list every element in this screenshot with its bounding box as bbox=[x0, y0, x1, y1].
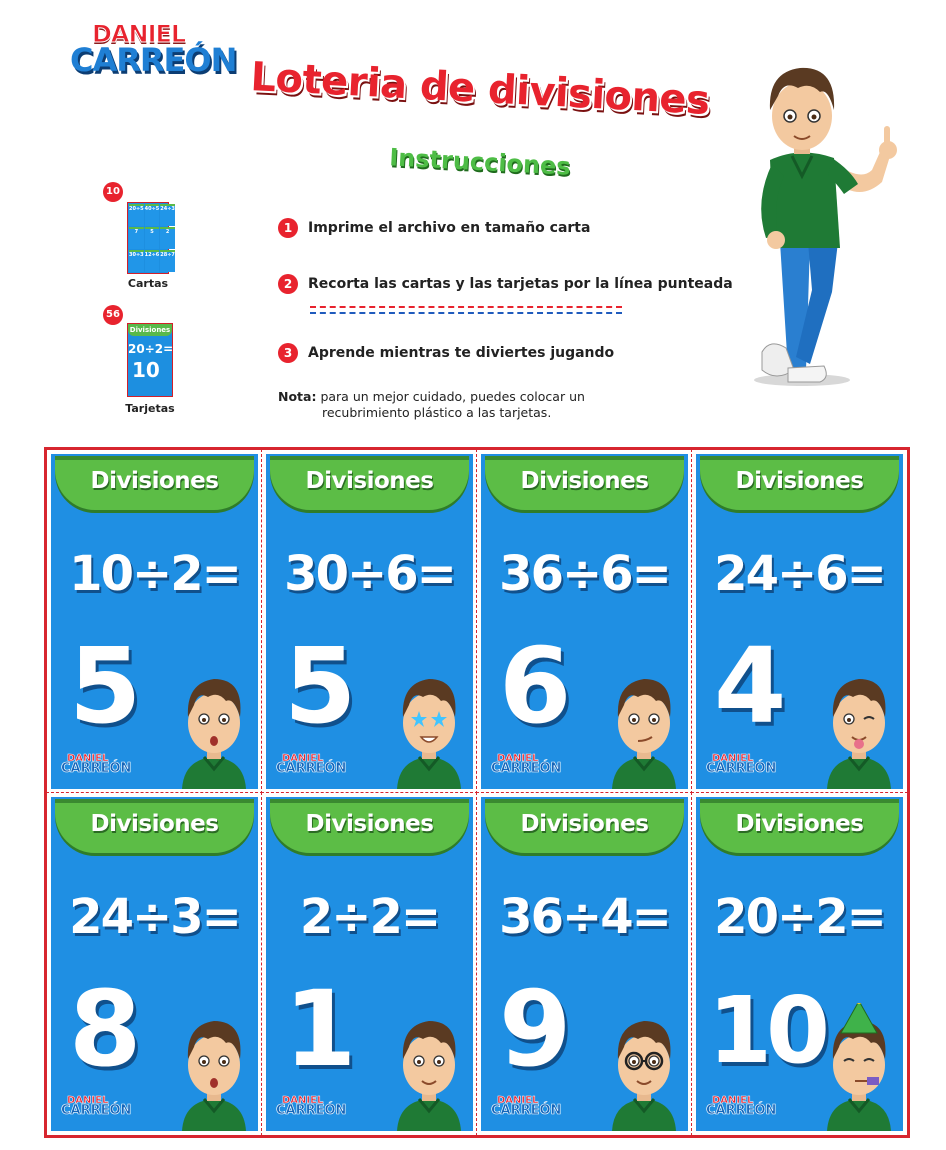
card-brand-line-1: DANIEL bbox=[282, 752, 324, 764]
card-header bbox=[485, 799, 684, 853]
lottery-card bbox=[262, 450, 477, 793]
tiles-label: Tarjetas bbox=[125, 402, 175, 415]
cards-thumbnail bbox=[127, 202, 175, 274]
card-equation: 36÷6= bbox=[499, 546, 670, 602]
mini-sheet-cell: 24÷3 bbox=[160, 204, 175, 226]
card-brand-logo bbox=[491, 754, 561, 775]
step-1 bbox=[278, 218, 590, 238]
card-answer: 9 bbox=[499, 967, 572, 1090]
character-face-icon bbox=[174, 661, 254, 789]
card-equation: 10÷2= bbox=[69, 546, 240, 602]
character-face-icon bbox=[174, 1003, 254, 1131]
card-brand-logo bbox=[61, 754, 131, 775]
card-brand-line-2: CARREÓN bbox=[61, 760, 132, 776]
card-header bbox=[485, 456, 684, 510]
step-text: Aprende mientras te diviertes jugando bbox=[308, 345, 615, 361]
mini-sheet-cell: 40÷5 bbox=[145, 204, 160, 226]
card-brand-line-2: CARREÓN bbox=[61, 1103, 132, 1119]
card-brand-line-2: CARREÓN bbox=[276, 1103, 347, 1119]
card-brand-line-1: DANIEL bbox=[712, 752, 754, 764]
lottery-card bbox=[47, 450, 262, 793]
card-header-label: Divisiones bbox=[735, 468, 864, 494]
dashed-cut-line bbox=[310, 306, 622, 314]
card-header-label: Divisiones bbox=[305, 810, 434, 837]
brand-logo bbox=[70, 20, 237, 79]
character-face-icon bbox=[389, 1003, 469, 1131]
logo-line-2: CARREÓN bbox=[70, 41, 237, 79]
mini-sheet-cell: 20÷5 bbox=[129, 204, 144, 226]
card-brand-logo bbox=[706, 1096, 776, 1117]
logo-line-1: DANIEL bbox=[92, 20, 186, 48]
step-text: Imprime el archivo en tamaño carta bbox=[308, 220, 591, 236]
tile-thumb-equation: 20÷2= bbox=[128, 342, 174, 356]
tile-thumb-header: Divisiones bbox=[129, 326, 171, 334]
tile-thumb-answer: 10 bbox=[132, 358, 160, 382]
card-brand-line-1: DANIEL bbox=[282, 1095, 324, 1107]
step-number: 3 bbox=[278, 343, 298, 363]
card-equation: 2÷2= bbox=[299, 888, 440, 945]
mini-sheet-cell: 28÷7 bbox=[160, 250, 175, 272]
card-brand-line-1: DANIEL bbox=[497, 1095, 539, 1107]
card-brand-logo bbox=[491, 1096, 561, 1117]
card-answer: 4 bbox=[714, 625, 787, 747]
card-brand-logo bbox=[276, 1096, 346, 1117]
lottery-card bbox=[47, 793, 262, 1136]
card-brand-line-1: DANIEL bbox=[712, 1095, 754, 1107]
character-face-icon bbox=[819, 661, 899, 789]
step-text: Recorta las cartas y las tarjetas por la línea punteada bbox=[308, 276, 733, 292]
lottery-card bbox=[477, 793, 692, 1136]
card-answer: 5 bbox=[69, 625, 142, 747]
card-brand-line-2: CARREÓN bbox=[491, 1103, 562, 1119]
character-face-icon bbox=[604, 661, 684, 789]
card-brand-line-1: DANIEL bbox=[67, 752, 109, 764]
card-brand-line-1: DANIEL bbox=[497, 752, 539, 764]
step-number: 2 bbox=[278, 274, 298, 294]
lottery-card bbox=[692, 450, 907, 793]
card-header-label: Divisiones bbox=[305, 468, 434, 494]
note-line-2: recubrimiento plástico a las tarjetas. bbox=[322, 405, 552, 420]
mini-sheet-cell: 12÷6 bbox=[145, 250, 160, 272]
tiles-count-badge: 56 bbox=[103, 305, 123, 325]
lottery-card bbox=[262, 793, 477, 1136]
mini-sheet-cell: 5 bbox=[145, 227, 160, 249]
card-brand-line-2: CARREÓN bbox=[706, 760, 777, 776]
card-answer: 5 bbox=[284, 625, 357, 747]
instructions-heading: Instrucciones bbox=[388, 143, 572, 181]
mini-sheet-cell: 7 bbox=[129, 227, 144, 249]
card-header-label: Divisiones bbox=[90, 468, 219, 494]
note-line-1: para un mejor cuidado, puedes colocar un bbox=[320, 389, 585, 404]
card-equation: 20÷2= bbox=[714, 888, 885, 945]
card-header bbox=[270, 799, 469, 853]
card-header bbox=[700, 456, 899, 510]
card-brand-line-1: DANIEL bbox=[67, 1095, 109, 1107]
step-number: 1 bbox=[278, 218, 298, 238]
mini-sheet-cell: 2 bbox=[160, 227, 175, 249]
card-brand-logo bbox=[61, 1096, 131, 1117]
card-brand-line-2: CARREÓN bbox=[706, 1103, 777, 1119]
card-header-label: Divisiones bbox=[520, 468, 649, 494]
lottery-card bbox=[692, 793, 907, 1136]
card-answer: 8 bbox=[69, 967, 142, 1090]
lottery-card bbox=[477, 450, 692, 793]
card-brand-line-2: CARREÓN bbox=[491, 760, 562, 776]
cards-count-badge: 10 bbox=[103, 182, 123, 202]
page-title: Loteria de divisiones bbox=[249, 54, 711, 124]
card-header-label: Divisiones bbox=[520, 810, 649, 837]
step-3 bbox=[278, 343, 614, 363]
card-answer: 1 bbox=[284, 967, 357, 1090]
card-brand-logo bbox=[706, 754, 776, 775]
note-label: Nota: bbox=[278, 389, 317, 404]
card-answer: 10 bbox=[708, 976, 825, 1084]
card-equation: 30÷6= bbox=[284, 546, 455, 602]
card-brand-line-2: CARREÓN bbox=[276, 760, 347, 776]
mini-sheet-cell: 30÷3 bbox=[129, 250, 144, 272]
card-brand-logo bbox=[276, 754, 346, 775]
card-header bbox=[55, 456, 254, 510]
step-2 bbox=[278, 274, 733, 294]
character-face-icon bbox=[389, 661, 469, 789]
character-illustration bbox=[740, 52, 920, 392]
character-face-icon bbox=[819, 1003, 899, 1131]
card-equation: 24÷6= bbox=[714, 546, 885, 602]
tiles-thumbnail bbox=[127, 323, 173, 397]
card-header-label: Divisiones bbox=[735, 810, 864, 837]
card-equation: 36÷4= bbox=[499, 888, 670, 945]
cards-sheet bbox=[44, 447, 910, 1138]
cards-label: Cartas bbox=[127, 277, 169, 290]
card-header bbox=[700, 799, 899, 853]
card-header bbox=[270, 456, 469, 510]
card-answer: 6 bbox=[499, 625, 572, 747]
note bbox=[278, 389, 638, 421]
card-header-label: Divisiones bbox=[90, 810, 219, 837]
character-face-icon bbox=[604, 1003, 684, 1131]
card-equation: 24÷3= bbox=[69, 888, 240, 945]
card-header bbox=[55, 799, 254, 853]
